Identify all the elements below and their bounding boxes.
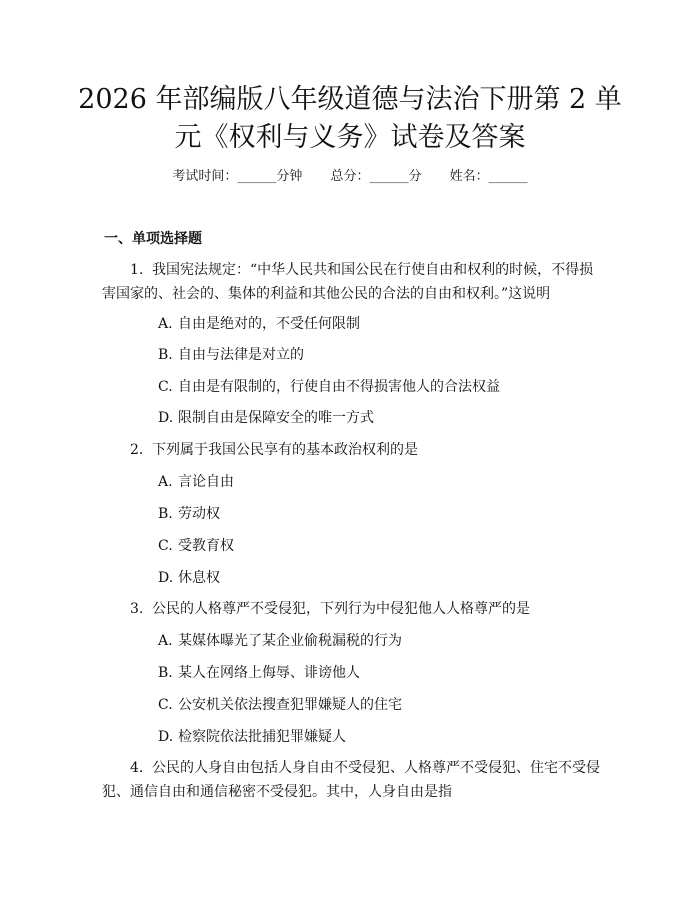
question-4 <box>102 756 602 804</box>
option-letter: B. <box>158 347 173 363</box>
option-letter: A. <box>158 633 173 649</box>
option-1d[interactable] <box>158 407 374 429</box>
question-text-line2: 犯、通信自由和通信秘密不受侵犯。其中，人身自由是指 <box>102 784 452 800</box>
question-text-line1: 下列属于我国公民享有的基本政治权利的是 <box>152 442 418 458</box>
question-number: 2. <box>130 442 144 458</box>
option-text: 劳动权 <box>178 506 220 522</box>
option-2c[interactable] <box>158 535 234 557</box>
option-2d[interactable] <box>158 567 220 589</box>
student-name-field: 姓名：______ <box>449 169 528 184</box>
option-text: 某人在网络上侮辱、诽谤他人 <box>178 665 360 681</box>
option-3a[interactable] <box>158 630 402 652</box>
question-text-line1: 公民的人格尊严不受侵犯，下列行为中侵犯他人人格尊严的是 <box>152 601 530 617</box>
option-text: 自由是绝对的，不受任何限制 <box>178 316 360 332</box>
option-3d[interactable] <box>158 726 346 748</box>
exam-time-field: 考试时间：______分钟 <box>172 169 303 184</box>
option-letter: C. <box>158 379 173 395</box>
question-text-line2: 害国家的、社会的、集体的利益和其他公民的合法的自由和权利。”这说明 <box>102 286 551 302</box>
option-letter: D. <box>158 729 174 745</box>
question-2 <box>102 438 602 462</box>
option-text: 检察院依法批捕犯罪嫌疑人 <box>178 729 346 745</box>
option-text: 言论自由 <box>178 474 234 490</box>
option-2b[interactable] <box>158 503 220 525</box>
exam-meta <box>0 168 700 186</box>
option-letter: B. <box>158 665 173 681</box>
option-text: 自由是有限制的，行使自由不得损害他人的合法权益 <box>178 379 500 395</box>
section-heading: 一、单项选择题 <box>104 231 202 247</box>
option-text: 某媒体曝光了某企业偷税漏税的行为 <box>178 633 402 649</box>
option-text: 公安机关依法搜查犯罪嫌疑人的住宅 <box>178 697 402 713</box>
option-letter: C. <box>158 697 173 713</box>
option-letter: D. <box>158 570 174 586</box>
total-score-field: 总分：______分 <box>330 169 422 184</box>
option-1a[interactable] <box>158 313 360 335</box>
exam-title-line1: 2026 年部编版八年级道德与法治下册第 2 单 <box>78 84 622 115</box>
question-number: 1. <box>130 262 144 278</box>
option-1b[interactable] <box>158 344 304 366</box>
option-3b[interactable] <box>158 662 360 684</box>
option-letter: C. <box>158 538 173 554</box>
question-number: 3. <box>130 601 144 617</box>
option-2a[interactable] <box>158 471 234 493</box>
option-text: 休息权 <box>178 570 220 586</box>
option-text: 自由与法律是对立的 <box>178 347 304 363</box>
question-1 <box>102 258 602 306</box>
question-text-line1: 我国宪法规定：“中华人民共和国公民在行使自由和权利的时候，不得损 <box>152 262 594 278</box>
question-3 <box>102 597 602 621</box>
option-letter: A. <box>158 474 173 490</box>
question-text-line1: 公民的人身自由包括人身自由不受侵犯、人格尊严不受侵犯、住宅不受侵 <box>152 760 600 776</box>
option-letter: B. <box>158 506 173 522</box>
option-3c[interactable] <box>158 694 402 716</box>
option-letter: D. <box>158 410 174 426</box>
option-letter: A. <box>158 316 173 332</box>
question-number: 4. <box>130 760 144 776</box>
option-text: 受教育权 <box>178 538 234 554</box>
option-text: 限制自由是保障安全的唯一方式 <box>178 410 374 426</box>
exam-title-line2: 元《权利与义务》试卷及答案 <box>174 122 526 153</box>
option-1c[interactable] <box>158 376 500 398</box>
